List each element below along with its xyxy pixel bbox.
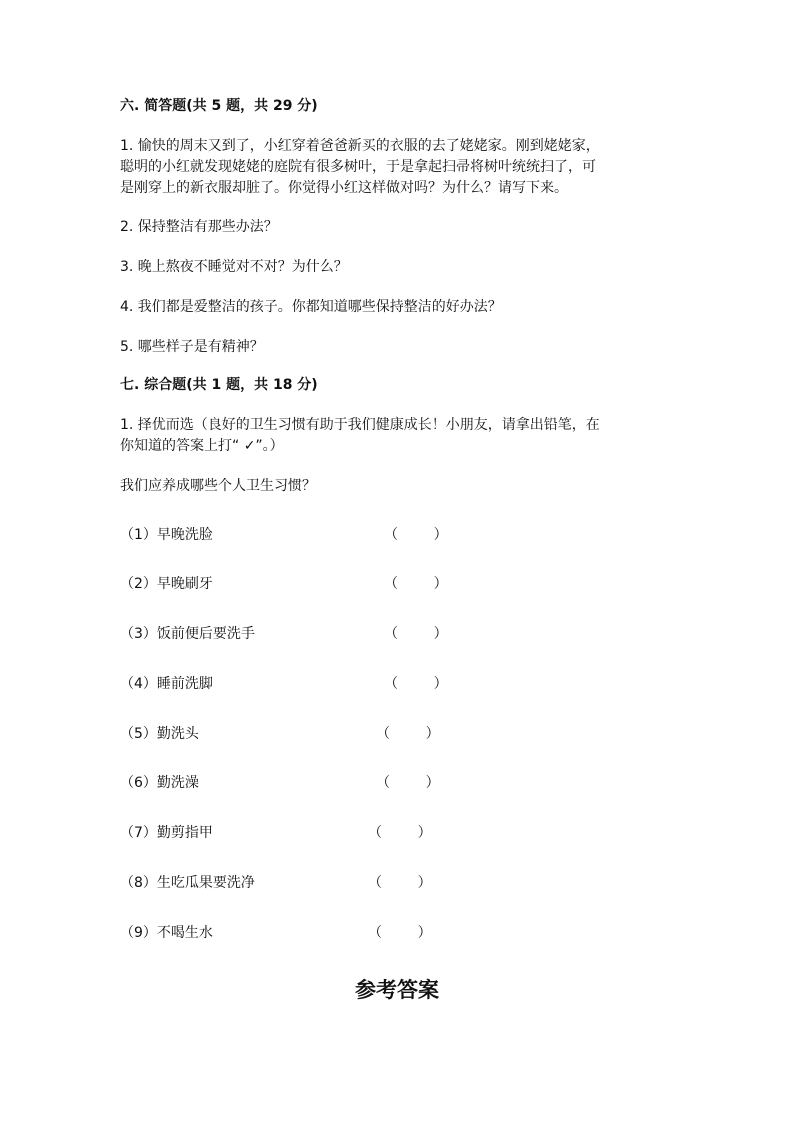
habit-item-9-label: （9）不喝生水 bbox=[120, 925, 213, 941]
q4-text: 4. 我们都是爱整洁的孩子。你都知道哪些保持整洁的好办法？ bbox=[120, 299, 502, 315]
habit-item-1-label: （1）早晚洗脸 bbox=[120, 527, 213, 543]
answer-title: 参考答案 bbox=[355, 977, 439, 1002]
habit-item-8-blank: （ ） bbox=[368, 875, 432, 891]
q1-line1: 1. 愉快的周末又到了，小红穿着爸爸新买的衣服的去了姥姥家。刚到姥姥家， bbox=[120, 138, 600, 154]
q1-line2: 聪明的小红就发现姥姥的庭院有很多树叶，于是拿起扫帚将树叶统统扫了，可 bbox=[120, 159, 596, 175]
habit-item-8-label: （8）生吃瓜果要洗净 bbox=[120, 875, 255, 891]
s7-prompt: 我们应养成哪些个人卫生习惯？ bbox=[120, 478, 316, 494]
habit-item-7-blank: （ ） bbox=[368, 825, 432, 841]
habit-item-6-label: （6）勤洗澡 bbox=[120, 775, 199, 791]
habit-item-4-blank: （ ） bbox=[384, 676, 448, 692]
q3-text: 3. 晚上熬夜不睡觉对不对？为什么？ bbox=[120, 259, 348, 275]
q2-text: 2. 保持整洁有那些办法？ bbox=[120, 219, 278, 235]
q1-line3: 是刚穿上的新衣服却脏了。你觉得小红这样做对吗？为什么？请写下来。 bbox=[120, 180, 568, 196]
section6-heading: 六. 简答题(共 5 题，共 29 分) bbox=[120, 98, 318, 114]
habit-item-2-label: （2）早晚刷牙 bbox=[120, 576, 213, 592]
section7-heading: 七. 综合题(共 1 题，共 18 分) bbox=[120, 377, 318, 393]
habit-item-7-label: （7）勤剪指甲 bbox=[120, 825, 213, 841]
habit-item-6-blank: （ ） bbox=[376, 775, 440, 791]
habit-item-9-blank: （ ） bbox=[368, 925, 432, 941]
habit-item-4-label: （4）睡前洗脚 bbox=[120, 676, 213, 692]
habit-item-2-blank: （ ） bbox=[384, 576, 448, 592]
habit-item-5-blank: （ ） bbox=[376, 726, 440, 742]
q5-text: 5. 哪些样子是有精神？ bbox=[120, 339, 264, 355]
habit-item-5-label: （5）勤洗头 bbox=[120, 726, 199, 742]
habit-item-1-blank: （ ） bbox=[384, 527, 448, 543]
habit-item-3-blank: （ ） bbox=[384, 626, 448, 642]
habit-item-3-label: （3）饭前便后要洗手 bbox=[120, 626, 255, 642]
s7-intro-line1: 1. 择优而选（良好的卫生习惯有助于我们健康成长！小朋友，请拿出铅笔，在 bbox=[120, 417, 600, 433]
s7-intro-line2: 你知道的答案上打“ ✓”。） bbox=[120, 438, 284, 454]
